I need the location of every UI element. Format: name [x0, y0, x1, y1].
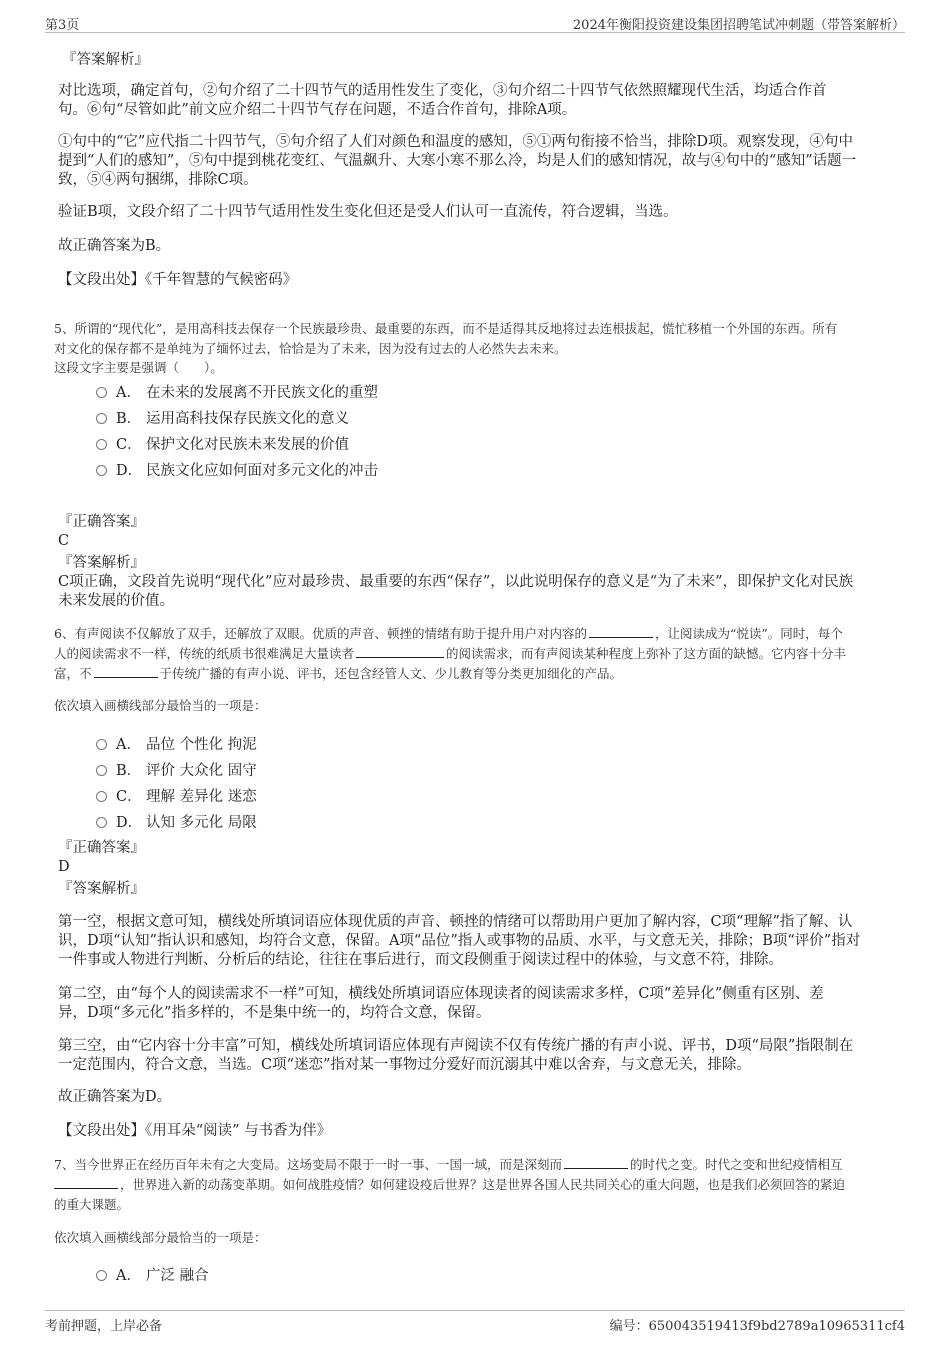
source-citation: 【文段出处】《千年智慧的气候密码》 [58, 272, 298, 288]
analysis-text: 识，D项“认知”指认识和感知，均符合文意，保留。A项“品位”指人或事物的品质、水平，与文意无关，排除；B项“评价”指对 [58, 933, 861, 949]
fill-blank [356, 645, 444, 658]
question-stem: 7、当今世界正在经历百年未有之大变局。这场变局不限于一时一事、一国一域，而是深刻而 的时代之变。时代之变和世纪疫情相互 [54, 1157, 843, 1172]
analysis-heading: 『答案解析』 [62, 52, 149, 68]
radio-icon[interactable] [96, 387, 107, 398]
option-b[interactable]: B． 运用高科技保存民族文化的意义 [96, 409, 349, 429]
question-prompt: 依次填入画横线部分最恰当的一项是： [54, 698, 267, 713]
conclusion: 故正确答案为B。 [58, 238, 171, 254]
question-stem: 对文化的保存都不是单纯为了缅怀过去，恰恰是为了未来，因为没有过去的人必然失去未来。 [54, 341, 567, 356]
analysis-text: 一定范围内，符合文意，当选。C项“迷恋”指对某一事物过分爱好而沉溺其中难以舍弃，与文意无关，排除。 [58, 1057, 751, 1073]
answer-heading: 『正确答案』 [58, 514, 145, 530]
conclusion: 故正确答案为D。 [58, 1089, 172, 1105]
question-stem: ，世界进入新的动荡变革期。如何战胜疫情？如何建设疫后世界？这是世界各国人民共同关心的重大问题，也是我们必须回答的紧迫 [54, 1175, 845, 1195]
radio-icon[interactable] [96, 739, 107, 750]
option-a[interactable]: A． 广泛 融合 [96, 1266, 209, 1286]
option-d[interactable]: D． 民族文化应如何面对多元文化的冲击 [96, 461, 378, 481]
analysis-text: C项正确，文段首先说明“现代化”应对最珍贵、最重要的东西“保存”，以此说明保存的意义是“为了未来”，即保护文化对民族 [58, 574, 854, 590]
radio-icon[interactable] [96, 1270, 107, 1281]
question-stem: 5、所谓的“现代化”，是用高科技去保存一个民族最珍贵、最重要的东西，而不是适得其反地将过去连根拔起，慌忙移植一个外国的东西。所有 [54, 321, 838, 336]
document-title: 2024年衡阳投资建设集团招聘笔试冲刺题（带答案解析） [572, 18, 905, 33]
question-stem: 人的阅读需求不一样，传统的纸质书很难满足大量读者 的阅读需求，而有声阅读某种程度上弥补了这方面的缺憾。它内容十分丰 [54, 646, 847, 661]
option-c[interactable]: C． 保护文化对民族未来发展的价值 [96, 435, 349, 455]
document-id: 编号：650043519413f9bd2789a10965311cf4 [609, 1319, 905, 1334]
paragraph: ①句中的“它”应代指二十四节气，⑤句介绍了人们对颜色和温度的感知，⑤①两句衔接不恰当，排除D项。观察发现，④句中 [58, 134, 853, 150]
radio-icon[interactable] [96, 413, 107, 424]
radio-icon[interactable] [96, 465, 107, 476]
paragraph: 句。⑥句“尽管如此”前文应介绍二十四节气存在问题，不适合作首句，排除A项。 [58, 102, 577, 118]
correct-answer: C [58, 533, 70, 549]
answer-heading: 『正确答案』 [58, 840, 145, 856]
analysis-text: 第二空，由“每个人的阅读需求不一样”可知，横线处所填词语应体现读者的阅读需求多样，C项“差异化”侧重有区别、差 [58, 986, 824, 1002]
question-stem: 这段文字主要是强调（ ）。 [54, 360, 223, 375]
page-number: 第3页 [45, 18, 80, 33]
footer-slogan: 考前押题，上岸必备 [45, 1319, 163, 1334]
fill-blank [589, 625, 653, 638]
analysis-text: 未来发展的价值。 [58, 593, 174, 609]
option-c[interactable]: C． 理解 差异化 迷恋 [96, 787, 257, 807]
source-citation: 【文段出处】《用耳朵“阅读” 与书香为伴》 [58, 1123, 332, 1139]
analysis-text: 异，D项“多元化”指多样的，不是集中统一的，均符合文意，保留。 [58, 1005, 491, 1021]
paragraph: 对比选项，确定首句，②句介绍了二十四节气的适用性发生了变化，③句介绍二十四节气依然照耀现代生活，均适合作首 [58, 83, 827, 99]
option-b[interactable]: B． 评价 大众化 固守 [96, 761, 257, 781]
fill-blank [564, 1156, 628, 1169]
paragraph: 验证B项，文段介绍了二十四节气适用性发生变化但还是受人们认可一直流传，符合逻辑，当选。 [58, 204, 678, 220]
question-stem: 富，不 于传统广播的有声小说、评书，还包含经管人文、少儿教育等分类更加细化的产品。 [54, 666, 623, 681]
paragraph: 致，⑤④两句捆绑，排除C项。 [58, 172, 258, 188]
correct-answer: D [58, 859, 70, 875]
fill-blank [94, 665, 158, 678]
question-stem: 的重大课题。 [54, 1197, 130, 1212]
radio-icon[interactable] [96, 817, 107, 828]
analysis-text: 第一空，根据文意可知，横线处所填词语应体现优质的声音、顿挫的情绪可以帮助用户更加了解内容，C项“理解”指了解、认 [58, 914, 853, 930]
question-stem: 6、有声阅读不仅解放了双手，还解放了双眼。优质的声音、顿挫的情绪有助于提升用户对内容的 ，让阅读成为“悦读”。同时，每个 [54, 626, 843, 641]
page-header [45, 12, 905, 33]
fill-blank [54, 1176, 118, 1189]
radio-icon[interactable] [96, 765, 107, 776]
analysis-heading: 『答案解析』 [58, 555, 145, 571]
question-prompt: 依次填入画横线部分最恰当的一项是： [54, 1230, 267, 1245]
analysis-text: 一件事或人物进行判断、分析后的结论，往往在事后进行，而文段侧重于阅读过程中的体验，与文意不符，排除。 [58, 952, 783, 968]
option-a[interactable]: A． 在未来的发展离不开民族文化的重塑 [96, 383, 378, 403]
radio-icon[interactable] [96, 439, 107, 450]
option-d[interactable]: D． 认知 多元化 局限 [96, 813, 257, 833]
option-a[interactable]: A． 品位 个性化 拘泥 [96, 735, 257, 755]
paragraph: 提到“人们的感知”，⑤句中提到桃花变红、气温飙升、大寒小寒不那么冷，均是人们的感知情况，故与④句中的“感知”话题一 [58, 153, 857, 169]
analysis-text: 第三空，由“它内容十分丰富”可知，横线处所填词语应体现有声阅读不仅有传统广播的有声小说、评书，D项“局限”指限制在 [58, 1038, 854, 1054]
page-footer [45, 1310, 905, 1333]
radio-icon[interactable] [96, 791, 107, 802]
analysis-heading: 『答案解析』 [58, 881, 145, 897]
